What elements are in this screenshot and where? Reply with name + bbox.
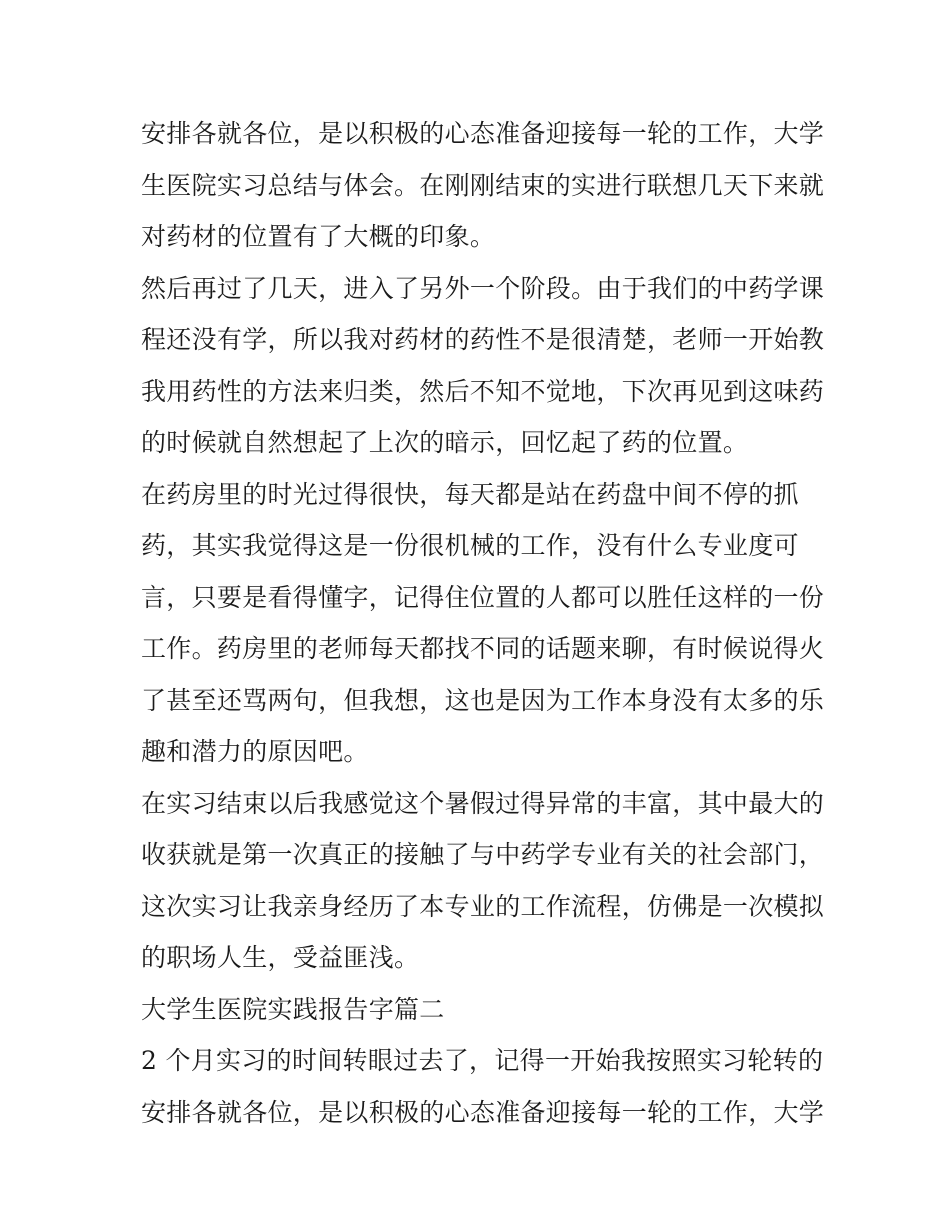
text-line: 安排各就各位，是以积极的心态准备迎接每一轮的工作，大学 [141, 119, 825, 148]
text-line: 的职场人生，受益匪浅。 [141, 943, 420, 972]
text-line: 安排各就各位，是以积极的心态准备迎接每一轮的工作，大学 [141, 1097, 825, 1127]
text-line: 我用药性的方法来归类，然后不知不觉地，下次再见到这味药 [141, 376, 825, 406]
document-body [141, 108, 825, 1138]
text-line: 药，其实我觉得这是一份很机械的工作，没有什么专业度可 [141, 531, 799, 560]
text-line: 在实习结束以后我感觉这个暑假过得异常的丰富，其中最大的 [141, 788, 825, 818]
text-line: 生医院实习总结与体会。在刚刚结束的实进行联想几天下来就 [141, 170, 825, 200]
text-line: 这次实习让我亲身经历了本专业的工作流程，仿佛是一次模拟 [141, 891, 825, 921]
text-line: 的时候就自然想起了上次的暗示，回忆起了药的位置。 [141, 428, 749, 457]
text-line: 2 个月实习的时间转眼过去了，记得一开始我按照实习轮转的 [141, 1046, 824, 1075]
text-line: 工作。药房里的老师每天都找不同的话题来聊，有时候说得火 [141, 634, 825, 663]
text-line: 程还没有学，所以我对药材的药性不是很清楚，老师一开始教 [141, 325, 825, 354]
text-line: 趣和潜力的原因吧。 [141, 737, 369, 766]
text-line: 收获就是第一次真正的接触了与中药学专业有关的社会部门， [141, 840, 825, 869]
text-line: 对药材的位置有了大概的印象。 [141, 222, 496, 251]
text-line: 然后再过了几天，进入了另外一个阶段。由于我们的中药学课 [141, 273, 825, 303]
section-heading: 大学生医院实践报告字篇二 [141, 994, 445, 1024]
text-line: 了甚至还骂两句，但我想，这也是因为工作本身没有太多的乐 [141, 685, 825, 715]
text-line: 在药房里的时光过得很快，每天都是站在药盘中间不停的抓 [141, 479, 799, 509]
text-line: 言，只要是看得懂字，记得住位置的人都可以胜任这样的一份 [141, 582, 825, 612]
